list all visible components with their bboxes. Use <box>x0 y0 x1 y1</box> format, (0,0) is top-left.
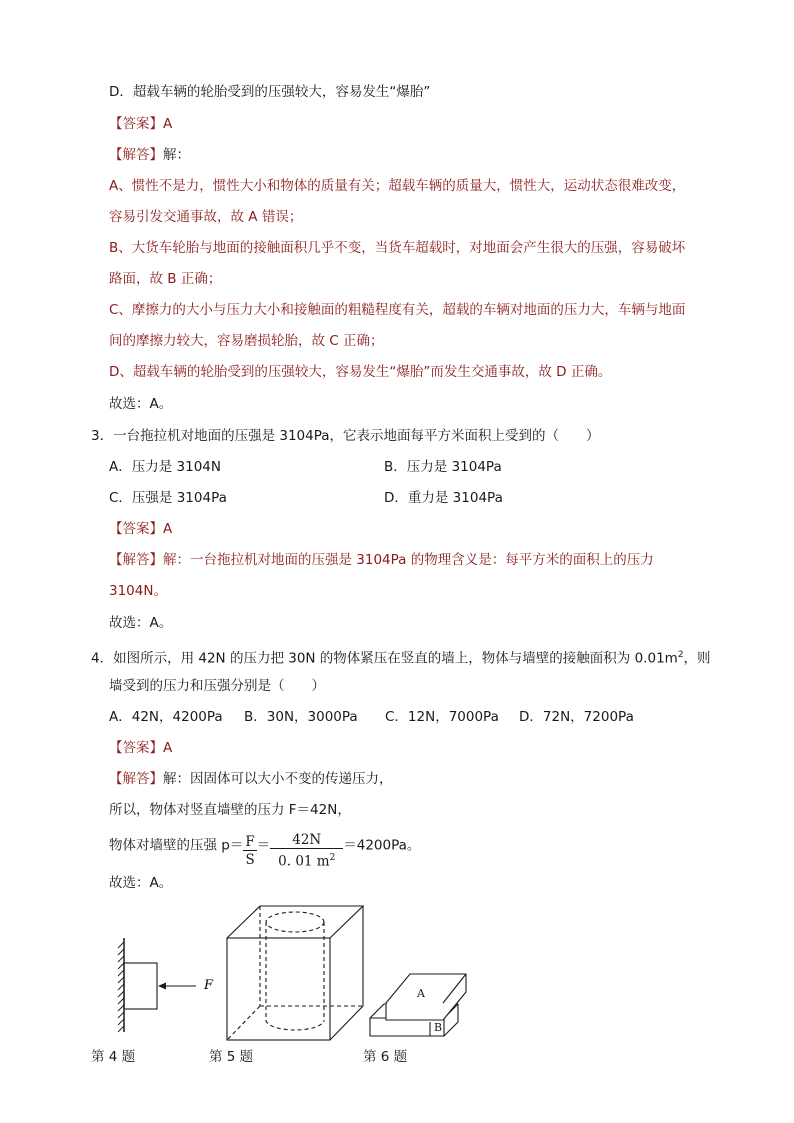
q4-option-b: B．30N，3000Pa <box>244 709 358 725</box>
explain-tag: 【解答】 <box>109 147 163 163</box>
figure-6-stacked-blocks <box>370 974 466 1036</box>
answer-value: A <box>163 116 173 132</box>
cylinder-dashed <box>266 912 324 1030</box>
q4-stem-tail: ，则 <box>683 650 711 667</box>
answer-value: A <box>163 740 173 756</box>
superscript: 2 <box>677 650 684 660</box>
fraction-numerator: 42N <box>270 832 343 849</box>
q4-option-c: C．12N，7000Pa <box>385 709 499 725</box>
q2-explain-a-line1: A、惯性不是力，惯性大小和物体的质量有关；超载车辆的质量大，惯性大，运动状态很难改变， <box>109 178 686 194</box>
q2-explain-c-line2: 间的摩擦力较大，容易磨损轮胎，故 C 正确； <box>109 333 384 349</box>
caption-figure-5: 第 5 题 <box>209 1049 254 1065</box>
answer-tag: 【答案】 <box>109 740 163 756</box>
q2-explain-a-line2: 容易引发交通事故，故 A 错误； <box>109 209 303 225</box>
q3-explain-line2: 3104N。 <box>109 583 167 599</box>
answer-value: A <box>163 521 173 537</box>
q3-select: 故选：A。 <box>109 615 173 631</box>
q4-stem-line2: 墙受到的压力和压强分别是（ ） <box>109 678 325 694</box>
answer-tag: 【答案】 <box>109 521 163 537</box>
fraction-numerator: F <box>245 833 255 850</box>
q2-explain-b-line2: 路面，故 B 正确； <box>109 271 222 287</box>
q3-option-a: A．压力是 3104N <box>109 459 221 475</box>
q3-option-b: B．压力是 3104Pa <box>384 459 502 475</box>
q4-stem-text: 4．如图所示，用 42N 的压力把 30N 的物体紧压在竖直的墙上，物体与墙壁的接触面积为 0.01m <box>91 650 678 667</box>
force-label: F <box>204 978 214 993</box>
explain-text: 解：一台拖拉机对地面的压强是 3104Pa 的物理含义是：每平方米的面积上的压力 <box>163 552 654 568</box>
caption-figure-6: 第 6 题 <box>363 1049 408 1065</box>
q4-explain-line2: 所以，物体对竖直墙壁的压力 F＝42N， <box>109 802 351 818</box>
answer-tag: 【答案】 <box>109 116 163 132</box>
q4-select: 故选：A。 <box>109 875 173 891</box>
cube-top-face <box>227 906 363 938</box>
block-a-label: A <box>417 987 425 1000</box>
q2-explain-b-line1: B、大货车轮胎与地面的接触面积几乎不变，当货车超载时，对地面会产生很大的压强，容易破坏 <box>109 240 686 256</box>
formula-lead: 物体对墙壁的压强 p＝ <box>109 837 244 854</box>
q3-option-d: D．重力是 3104Pa <box>384 490 503 506</box>
figure-4-wall-block <box>118 938 214 1032</box>
explain-text: 解：因固体可以大小不变的传递压力， <box>163 771 393 787</box>
force-arrow-head <box>158 983 166 990</box>
q2-select: 故选：A。 <box>109 396 173 412</box>
q4-option-d: D．72N，7200Pa <box>519 709 634 725</box>
block-b-label: B <box>434 1021 443 1034</box>
q2-explain-c-line1: C、摩擦力的大小与压力大小和接触面的粗糙程度有关，超载的车辆对地面的压力大，车辆与地面 <box>109 302 686 318</box>
wall-hatching <box>118 942 124 1032</box>
cube-front-face <box>227 938 330 1040</box>
q3-option-c: C．压强是 3104Pa <box>109 490 227 506</box>
fraction-denominator: S <box>245 851 255 868</box>
explain-tag: 【解答】 <box>109 771 163 787</box>
q2-explain-d: D、超载车辆的轮胎受到的压强较大，容易发生“爆胎”而发生交通事故，故 D 正确。 <box>109 364 612 380</box>
cube-right-edges <box>330 906 363 1040</box>
explain-lead: 解： <box>163 147 190 163</box>
block <box>124 963 157 1009</box>
superscript: 2 <box>329 853 336 863</box>
q2-option-d: D．超载车辆的轮胎受到的压强较大，容易发生“爆胎” <box>109 84 431 100</box>
q3-stem: 3．一台拖拉机对地面的压强是 3104Pa，它表示地面每平方米面积上受到的（ ） <box>91 428 600 444</box>
formula-result: ＝4200Pa。 <box>343 837 421 854</box>
figure-5-cube-cylinder <box>227 906 363 1040</box>
block-b-front <box>370 1018 444 1036</box>
denominator-text: 0. 01 m <box>278 853 330 870</box>
equals-sign: ＝ <box>256 837 271 854</box>
q4-option-a: A．42N，4200Pa <box>109 709 223 725</box>
caption-figure-4: 第 4 题 <box>91 1049 136 1065</box>
explain-tag: 【解答】 <box>109 552 163 568</box>
